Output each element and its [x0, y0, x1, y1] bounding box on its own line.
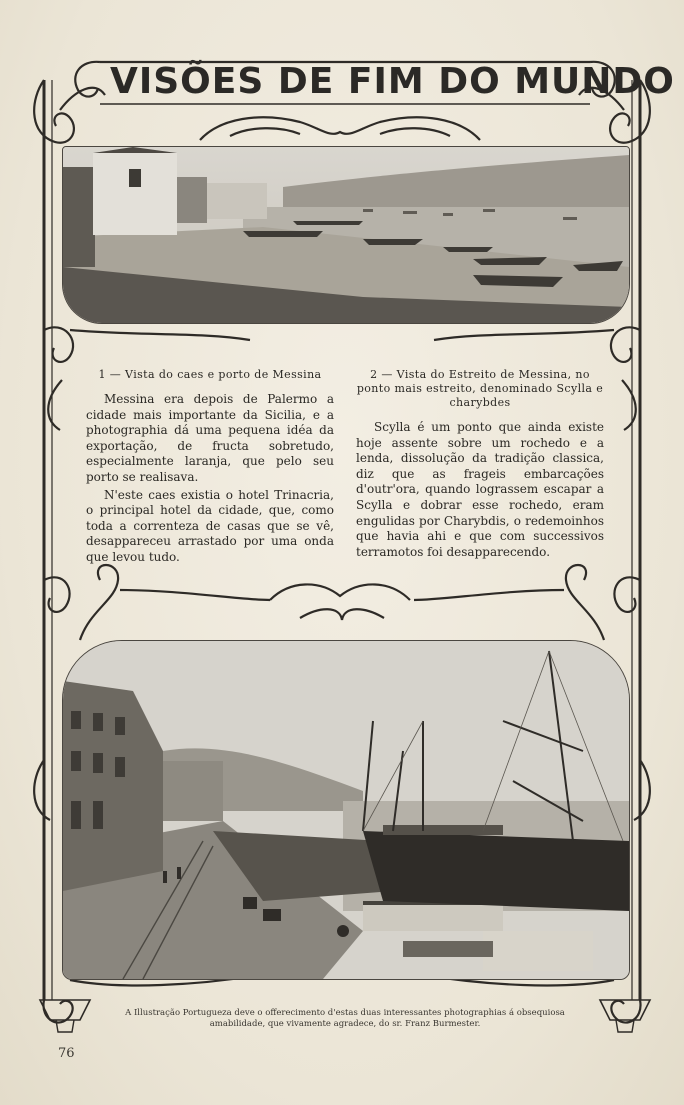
photo-messina-harbor	[62, 146, 630, 324]
caption-photo-1: 1 — Vista do caes e porto de Messina	[98, 368, 322, 381]
right-paragraph-1: Scylla é um ponto que ainda existe hoje assente sobre um rochedo e a lenda, dissolução da tradição classica, diz que as frageis embarcações d'outr'ora, quando lograssem escapar a Scylla e dobrar esse rochedo, eram engulidas por Charybdis, o redemoinhos que havia ahi e que com successivos terramotos foi desapparecendo.	[356, 420, 604, 559]
left-paragraph-1: Messina era depois de Palermo a cidade mais importante da Sicilia, e a photographia dá uma pequena idéa da exportação, de fructa sobretudo, especialmente laranja, que pelo seu porto se realisava.	[86, 392, 334, 484]
left-column	[86, 368, 334, 566]
caption-photo-2: 2 — Vista do Estreito de Messina, no ponto mais estreito, denominado Scylla e charybdes	[356, 368, 604, 409]
page-title: VISÕES DE FIM DO MUNDO	[110, 61, 675, 102]
page-number: 76	[58, 1046, 75, 1061]
photo-messina-quay	[62, 640, 630, 980]
acknowledgement-note: A Illustração Portugueza deve o offerecimento d'estas duas interessantes photographias á obsequiosa amabilidade, que vivamente agradece, do sr. Franz Burmester.	[125, 1008, 565, 1029]
right-column	[356, 368, 604, 560]
left-paragraph-2: N'este caes existia o hotel Trinacria, o principal hotel da cidade, que, como toda a correnteza de casas que se vê, desappareceu arrastado por uma onda que levou tudo.	[86, 487, 334, 564]
